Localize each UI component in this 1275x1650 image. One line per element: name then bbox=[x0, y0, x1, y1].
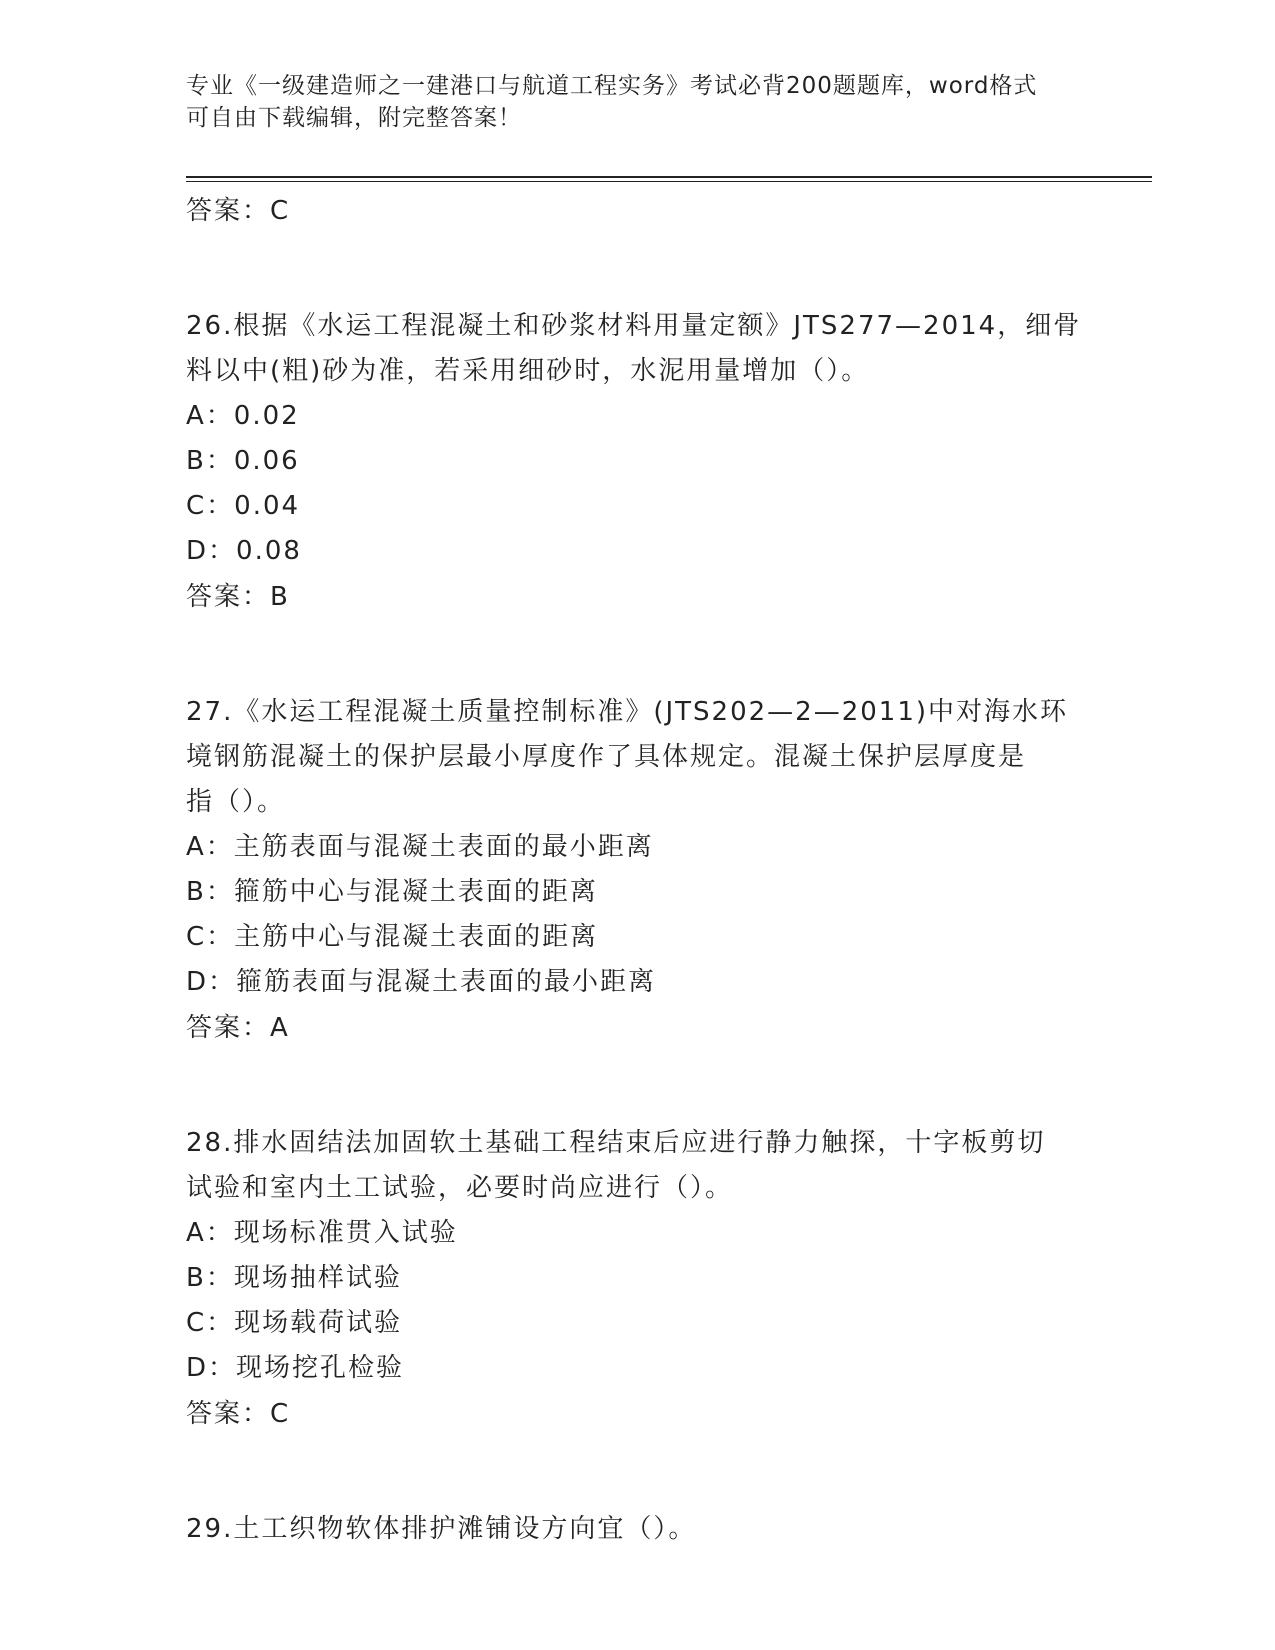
header-line-1: 专业《一级建造师之一建港口与航道工程实务》考试必背200题题库，word格式 bbox=[186, 73, 1038, 99]
question-line: 29.土工织物软体排护滩铺设方向宜（）。 bbox=[186, 1514, 697, 1544]
question-text bbox=[186, 1507, 1086, 1552]
option-a: A：现场标准贯入试验 bbox=[186, 1218, 458, 1248]
option-b: B：0.06 bbox=[186, 446, 300, 476]
option-b: B：现场抽样试验 bbox=[186, 1263, 402, 1293]
question-text bbox=[186, 690, 1086, 825]
question-text bbox=[186, 1121, 1086, 1211]
answer: 答案：B bbox=[186, 582, 290, 612]
question-line: 26.根据《水运工程混凝土和砂浆材料用量定额》JTS277—2014，细骨 bbox=[186, 311, 1082, 341]
question-line: 境钢筋混凝土的保护层最小厚度作了具体规定。混凝土保护层厚度是 bbox=[186, 742, 1027, 772]
option-a: A：0.02 bbox=[186, 401, 300, 431]
option-c: C：0.04 bbox=[186, 491, 301, 521]
document-header bbox=[186, 70, 1066, 134]
question-27 bbox=[186, 690, 1086, 1051]
question-29 bbox=[186, 1507, 1086, 1552]
header-rule-thick bbox=[186, 176, 1152, 178]
option-d: D：箍筋表面与混凝土表面的最小距离 bbox=[186, 967, 657, 997]
answer: 答案：C bbox=[186, 1399, 291, 1429]
option-d: D：0.08 bbox=[186, 536, 302, 566]
option-c: C：主筋中心与混凝土表面的距离 bbox=[186, 922, 599, 952]
option-d: D：现场挖孔检验 bbox=[186, 1353, 405, 1383]
question-line: 28.排水固结法加固软土基础工程结束后应进行静力触探，十字板剪切 bbox=[186, 1128, 1046, 1158]
question-line: 试验和室内土工试验，必要时尚应进行（）。 bbox=[186, 1173, 734, 1203]
header-rule-thin bbox=[186, 181, 1152, 182]
question-list bbox=[186, 188, 1086, 1552]
previous-answer: 答案：C bbox=[186, 196, 291, 226]
option-a: A：主筋表面与混凝土表面的最小距离 bbox=[186, 832, 654, 862]
spacer bbox=[186, 1437, 1086, 1507]
spacer bbox=[186, 1051, 1086, 1121]
spacer bbox=[186, 234, 1086, 304]
question-line: 27.《水运工程混凝土质量控制标准》(JTS202—2—2011)中对海水环 bbox=[186, 697, 1069, 727]
question-28 bbox=[186, 1121, 1086, 1437]
question-line: 指（）。 bbox=[186, 787, 286, 817]
header-line-2: 可自由下载编辑，附完整答案！ bbox=[186, 105, 522, 131]
answer: 答案：A bbox=[186, 1013, 290, 1043]
option-c: C：现场载荷试验 bbox=[186, 1308, 403, 1338]
question-line: 料以中(粗)砂为准，若采用细砂时，水泥用量增加（）。 bbox=[186, 356, 870, 386]
question-26 bbox=[186, 304, 1086, 620]
spacer bbox=[186, 620, 1086, 690]
option-b: B：箍筋中心与混凝土表面的距离 bbox=[186, 877, 598, 907]
question-text bbox=[186, 304, 1086, 394]
